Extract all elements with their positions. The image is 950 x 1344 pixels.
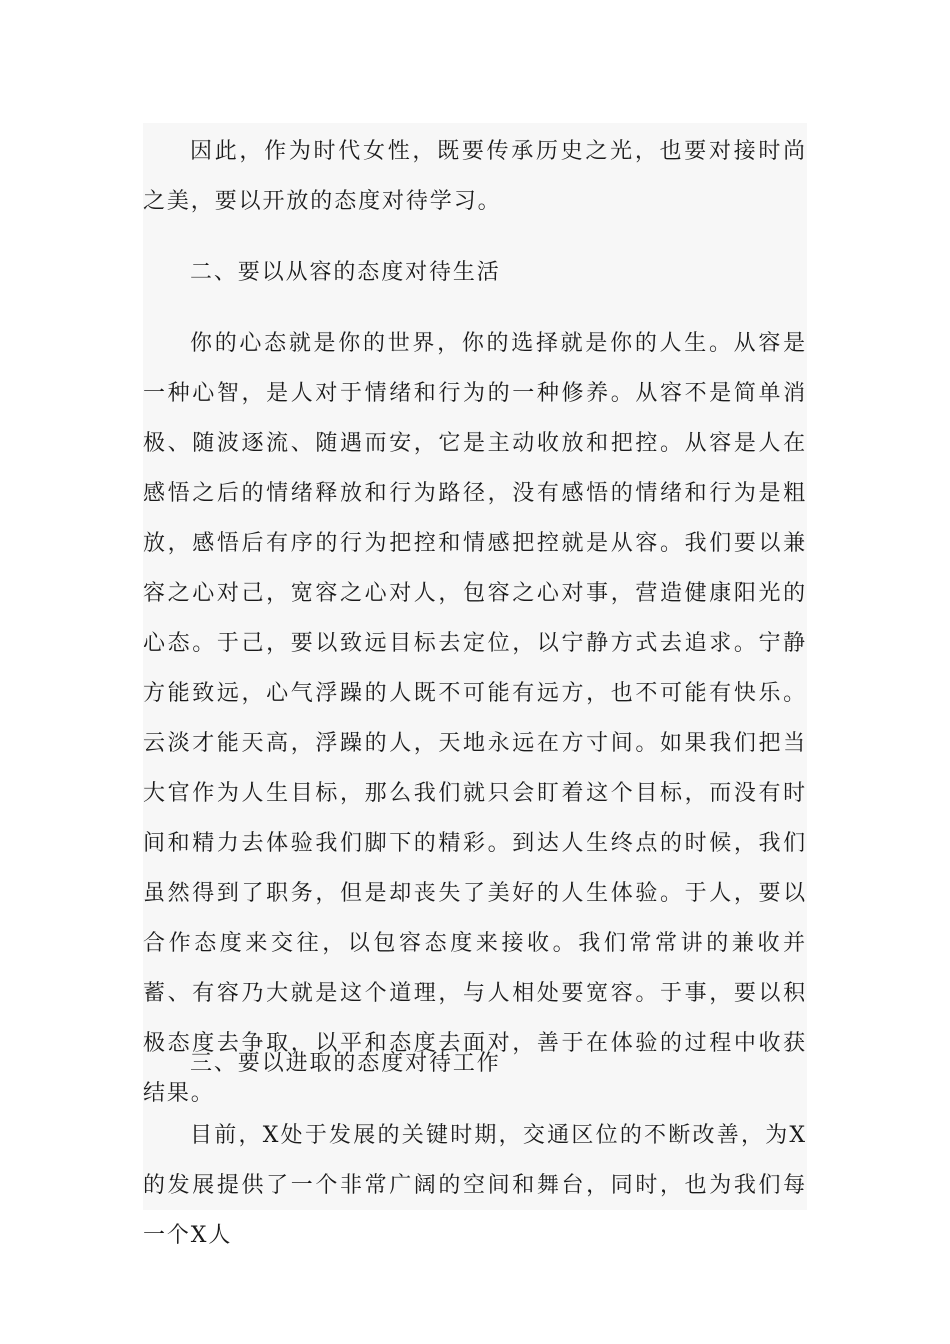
body-paragraph: 你的心态就是你的世界，你的选择就是你的人生。从容是一种心智，是人对于情绪和行为的一种修养。从容不是简单消极、随波逐流、随遇而安，它是主动收放和把控。从容是人在感悟之后的情绪释放和行为路径，没有感悟的情绪和行为是粗放，感悟后有序的行为把控和情感把控就是从容。我们要以兼容之心对己，宽容之心对人，包容之心对事，营造健康阳光的心态。于己，要以致远目标去定位，以宁静方式去追求。宁静方能致远，心气浮躁的人既不可能有远方，也不可能有快乐。云淡才能天高，浮躁的人，天地永远在方寸间。如果我们把当大官作为人生目标，那么我们就只会盯着这个目标，而没有时间和精力去体验我们脚下的精彩。到达人生终点的时候，我们虽然得到了职务，但是却丧失了美好的人生体验。于人，要以合作态度来交往，以包容态度来接收。我们常常讲的兼收并蓄、有容乃大就是这个道理，与人相处要宽容。于事，要以积极态度去争取，以平和态度去面对，善于在体验的过程中收获结果。 bbox=[143, 331, 807, 1106]
document-body bbox=[143, 123, 807, 1248]
section-heading: 二、要以从容的态度对待生活 bbox=[190, 260, 501, 285]
body-paragraph: 目前，X处于发展的关键时期，交通区位的不断改善，为X的发展提供了一个非常广阔的空间和舞台，同时，也为我们每一个X人 bbox=[143, 1123, 807, 1248]
body-paragraph: 因此，作为时代女性，既要传承历史之光，也要对接时尚之美，要以开放的态度对待学习。 bbox=[143, 139, 807, 214]
section-heading: 三、要以进取的态度对待工作 bbox=[190, 1051, 501, 1076]
